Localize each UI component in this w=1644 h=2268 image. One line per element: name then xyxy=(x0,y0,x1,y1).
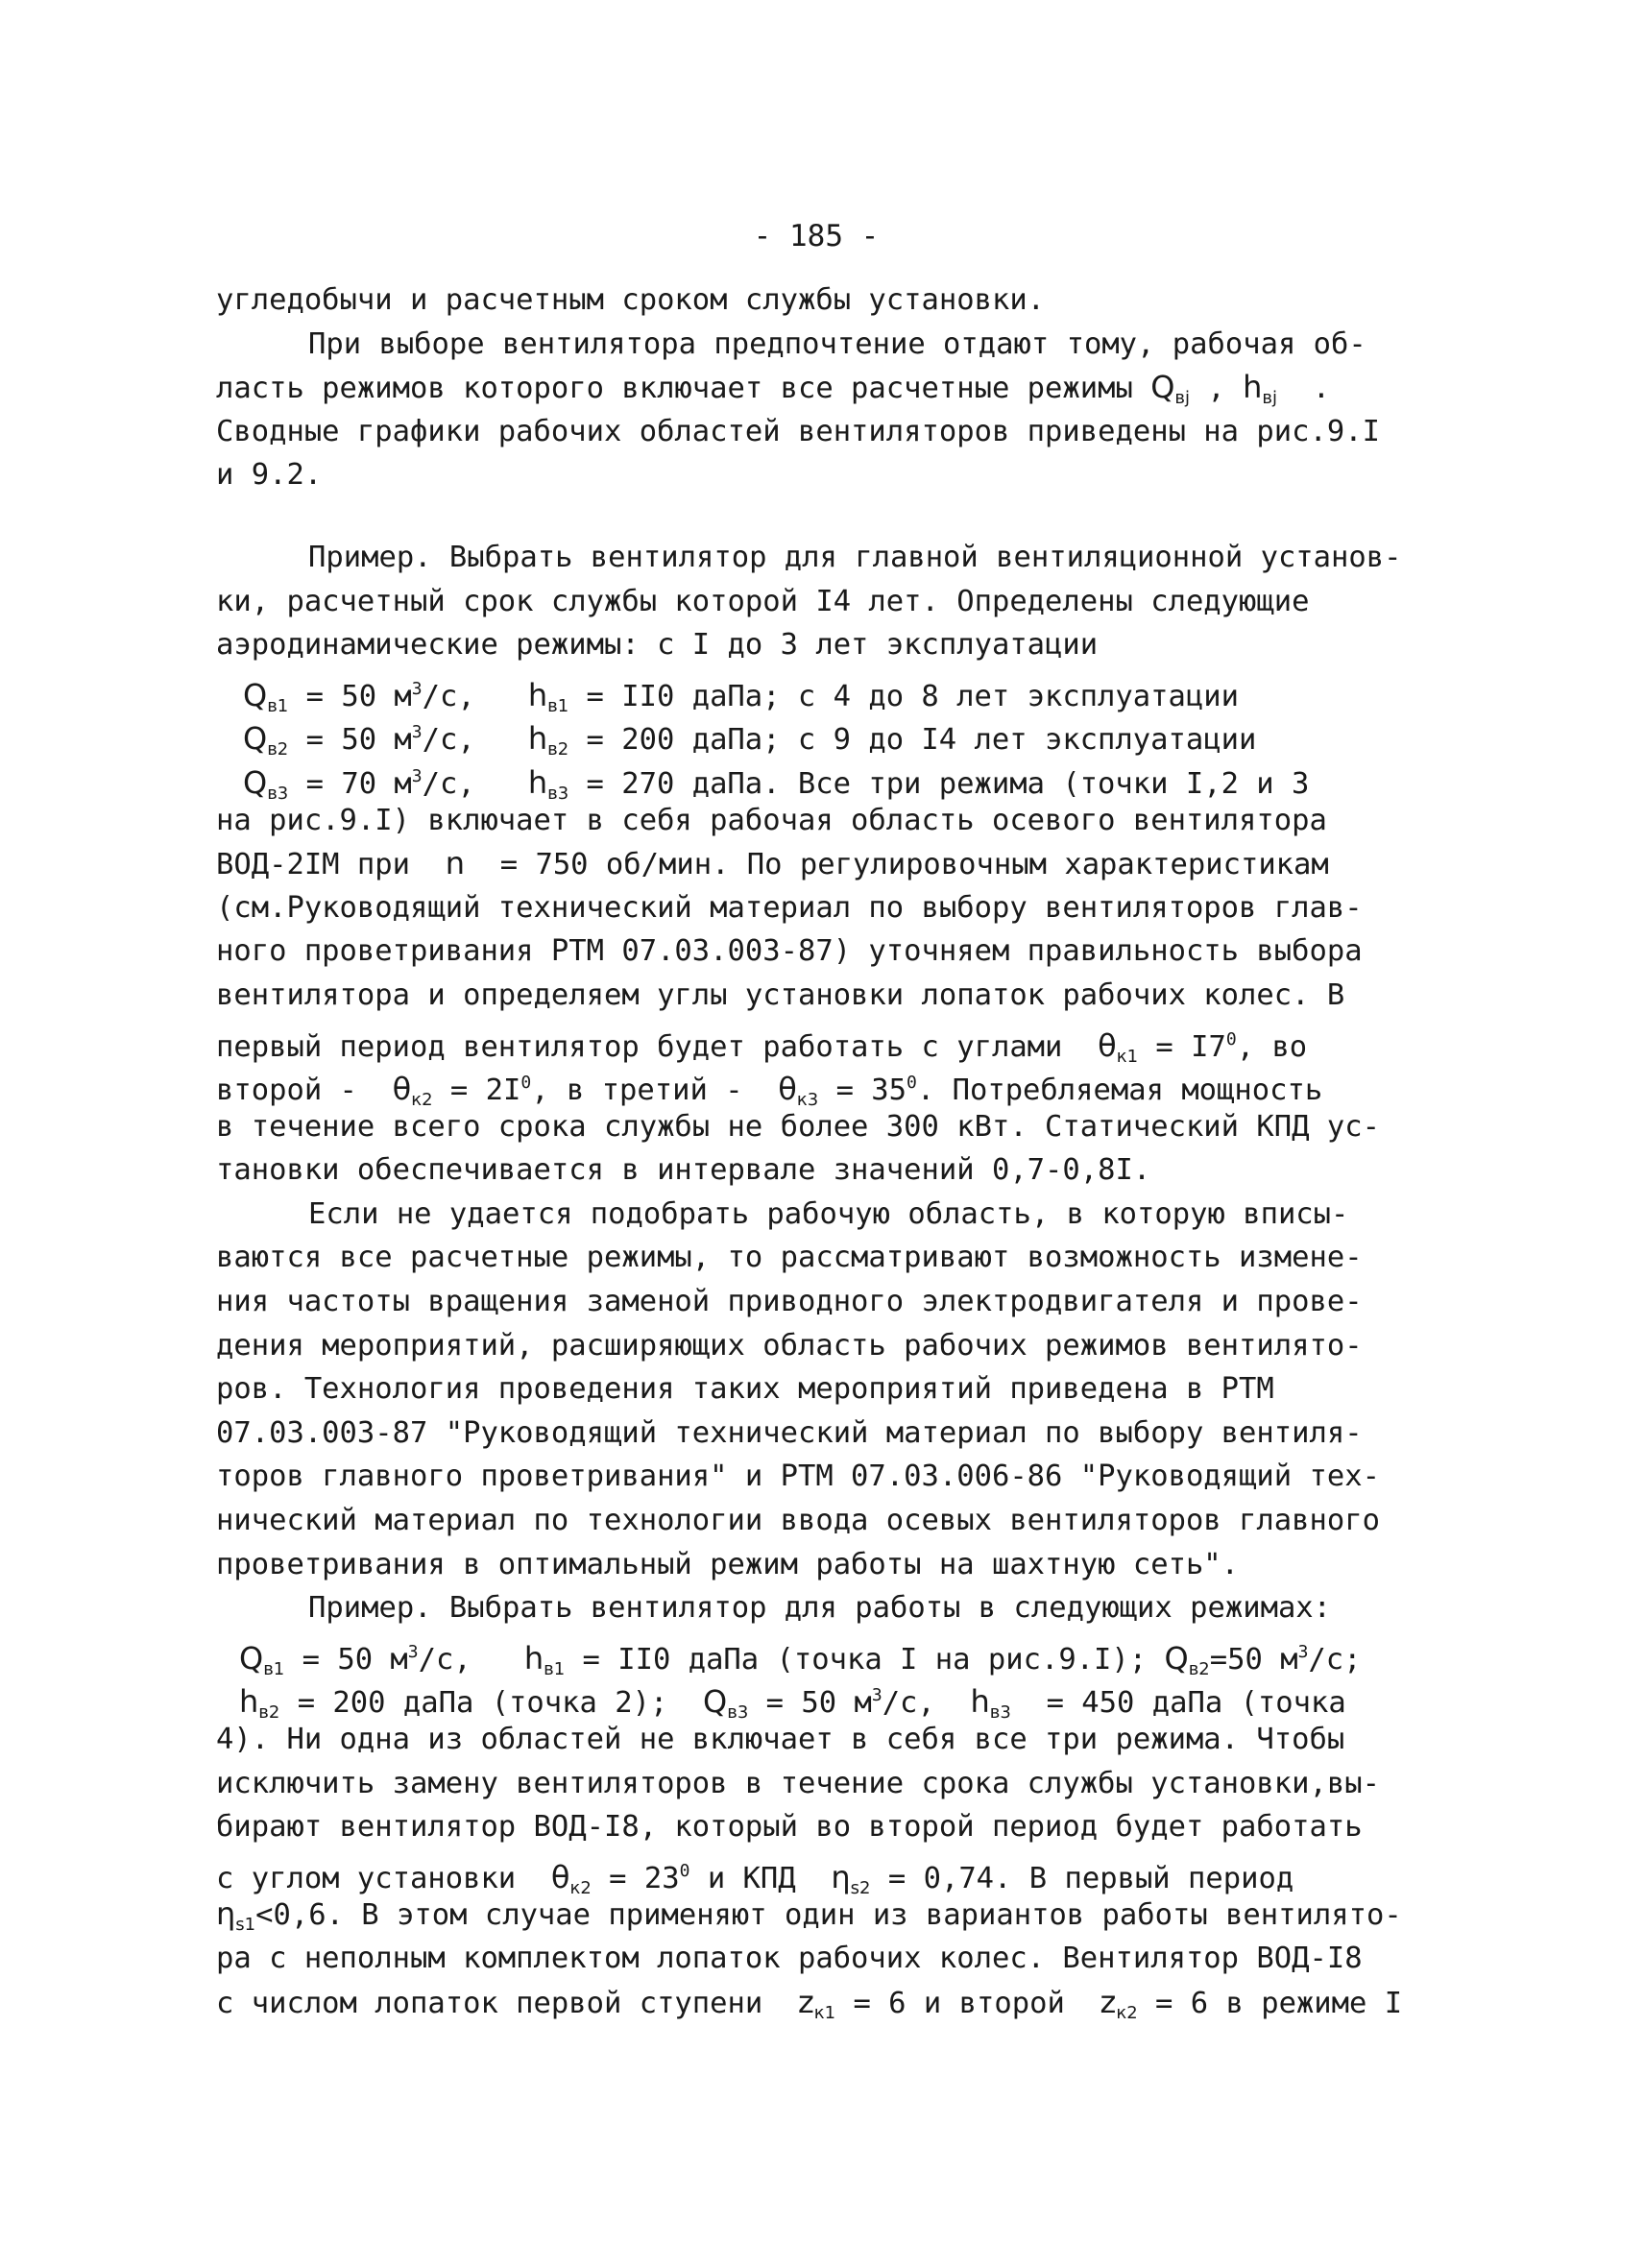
text-line: ра с неполным комплектом лопаток рабочих колес. Вентилятор ВОД-I8 xyxy=(216,1941,1363,1975)
text-line: в течение всего срока службы не более 300 кВт. Статический КПД ус- xyxy=(216,1109,1380,1144)
symbol-h: $h_{в3}$ xyxy=(970,1683,1011,1724)
text-line: ния частоты вращения заменой приводного электродвигателя и прове- xyxy=(216,1285,1363,1319)
text-line: тановки обеспечивается в интервале значений 0,7-0,8I. xyxy=(216,1153,1151,1188)
text-line: Пример. Выбрать вентилятор для работы в следующих режимах: xyxy=(308,1591,1332,1626)
text-line: Пример. Выбрать вентилятор для главной вентиляционной установ- xyxy=(308,540,1402,574)
symbol-q: $Q_{в2}$ xyxy=(243,720,289,760)
text-line: первый период вентилятор будет работать с углами $\theta_{к1} = I7^0$, во xyxy=(216,1026,1308,1067)
symbol-h: $h_{в1}$ xyxy=(523,1639,566,1679)
text-line: с числом лопаток первой ступени $z_{к1} = 6$ и второй $z_{к2} = 6$ в режиме I xyxy=(216,1983,1403,2023)
symbol-theta: $\theta_{к2}$ xyxy=(392,1071,433,1111)
text-line: проветривания в оптимальный режим работы на шахтную сеть". xyxy=(216,1547,1240,1581)
text-line: ваются все расчетные режимы, то рассматривают возможность измене- xyxy=(216,1241,1363,1275)
text-line: угледобычи и расчетным сроком службы установки. xyxy=(216,283,1046,317)
page-number: - 185 - xyxy=(753,219,880,253)
symbol-n: n xyxy=(445,845,465,882)
symbol-h: $h_{в3}$ xyxy=(527,763,569,804)
text-line: 4). Ни одна из областей не включает в себя все три режима. Чтобы xyxy=(216,1723,1345,1756)
symbol-q: $Q_{в3}$ xyxy=(243,763,289,804)
text-line: исключить замену вентиляторов в течение срока службы установки,вы- xyxy=(216,1766,1380,1800)
text-fragment: ласть режимов которого включает все расчетные режимы xyxy=(216,372,1151,406)
text-line: и 9.2. xyxy=(216,458,323,493)
text-line: ВОД-2IМ при n = 750 об/мин. По регулировочным характеристикам xyxy=(216,845,1329,882)
symbol-theta: $\theta_{к1}$ xyxy=(1098,1026,1139,1067)
symbol-eta: $\eta_{s1}$ xyxy=(216,1895,256,1936)
text-line: на рис.9.I) включает в себя рабочая область осевого вентилятора xyxy=(216,803,1327,837)
text-line: При выборе вентилятора предпочтение отдают тому, рабочая об- xyxy=(308,326,1366,361)
symbol-h: $h_{в1}$ xyxy=(527,676,569,716)
symbol-theta: $\theta_{к2}$ xyxy=(550,1858,592,1898)
formula-line: $Q_{в3} = 70$ $м^3/с$, $h_{в3} = 270$ даПа. Все три режима (точки I,2 и 3 xyxy=(243,763,1310,804)
text-line: $\eta_{s1}<0,6$. В этом случае применяют один из вариантов работы вентилято- xyxy=(216,1895,1402,1936)
symbol-h: $h_{в2}$ xyxy=(527,720,569,760)
text-line: торов главного проветривания" и РТМ 07.03.006-86 "Руководящий тех- xyxy=(216,1460,1380,1494)
text-line: второй - $\theta_{к2} = 2I^0$, в третий - $\theta_{к3} = 35^0$. Потребляемая мощность xyxy=(216,1071,1323,1111)
formula-line: $Q_{в2} = 50$ $м^3/с$, $h_{в2} = 200$ даПа; с 9 до I4 лет эксплуатации xyxy=(243,720,1257,760)
formula-line: $h_{в2} = 200$ даПа (точка 2); $Q_{в3} = 50$ $м^3/с$, $h_{в3} = 450$ даПа (точка xyxy=(239,1683,1346,1724)
text-line: нический материал по технологии ввода осевых вентиляторов главного xyxy=(216,1504,1380,1538)
text-line: аэродинамические режимы: с I до 3 лет эксплуатации xyxy=(216,628,1099,663)
symbol-h: $h_{вj}$ xyxy=(1243,369,1277,409)
text-line: Сводные графики рабочих областей вентиляторов приведены на рис.9.I xyxy=(216,414,1380,448)
text-line: ного проветривания РТМ 07.03.003-87) уточняем правильность выбора xyxy=(216,934,1363,969)
symbol-h: $h_{в2}$ xyxy=(239,1683,280,1724)
text-fragment: , xyxy=(1190,372,1244,406)
text-line: ки, расчетный срок службы которой I4 лет. Определены следующие xyxy=(216,584,1310,618)
text-line: бирают вентилятор ВОД-I8, который во второй период будет работать xyxy=(216,1810,1363,1845)
text-line: 07.03.003-87 "Руководящий технический материал по выбору вентиля- xyxy=(216,1415,1363,1450)
symbol-q: $Q_{вj}$ xyxy=(1150,369,1191,409)
symbol-z: $z_{к1}$ xyxy=(797,1983,836,2023)
symbol-q: $Q_{в3}$ xyxy=(703,1683,749,1724)
text-line: ров. Технология проведения таких мероприятий приведена в РТМ xyxy=(216,1372,1274,1407)
symbol-eta: $\eta_{s2}$ xyxy=(831,1858,871,1898)
text-line: с углом установки $\theta_{к2} = 23^0$ и КПД $\eta_{s2} = 0,74$. В первый период xyxy=(216,1858,1294,1898)
text-line xyxy=(216,366,1484,410)
paragraph-gap xyxy=(216,497,1484,536)
formula-line: $Q_{в1} = 50$ $м^3/с$, $h_{в1} = II0$ даПа (точка I на рис.9.I); $Q_{в2}=50$ $м^3/с$; xyxy=(239,1639,1362,1679)
symbol-q: $Q_{в2}$ xyxy=(1164,1639,1210,1679)
formula-line: $Q_{в1} = 50$ $м^3/с$, $h_{в1} = II0$ даПа; с 4 до 8 лет эксплуатации xyxy=(243,676,1239,716)
symbol-q: $Q_{в1}$ xyxy=(239,1639,285,1679)
symbol-theta: $\theta_{к3}$ xyxy=(778,1071,819,1111)
text-fragment: . xyxy=(1277,372,1331,406)
text-line: (см.Руководящий технический материал по выбору вентиляторов глав- xyxy=(216,890,1363,925)
body-text xyxy=(216,278,1484,2024)
text-line: вентилятора и определяем углы установки лопаток рабочих колес. В xyxy=(216,977,1345,1012)
symbol-q: $Q_{в1}$ xyxy=(243,676,289,716)
text-line: Если не удается подобрать рабочую область, в которую вписы- xyxy=(308,1196,1349,1231)
text-line: дения мероприятий, расширяющих область рабочих режимов вентилято- xyxy=(216,1328,1363,1363)
symbol-z: $z_{к2}$ xyxy=(1100,1983,1138,2023)
